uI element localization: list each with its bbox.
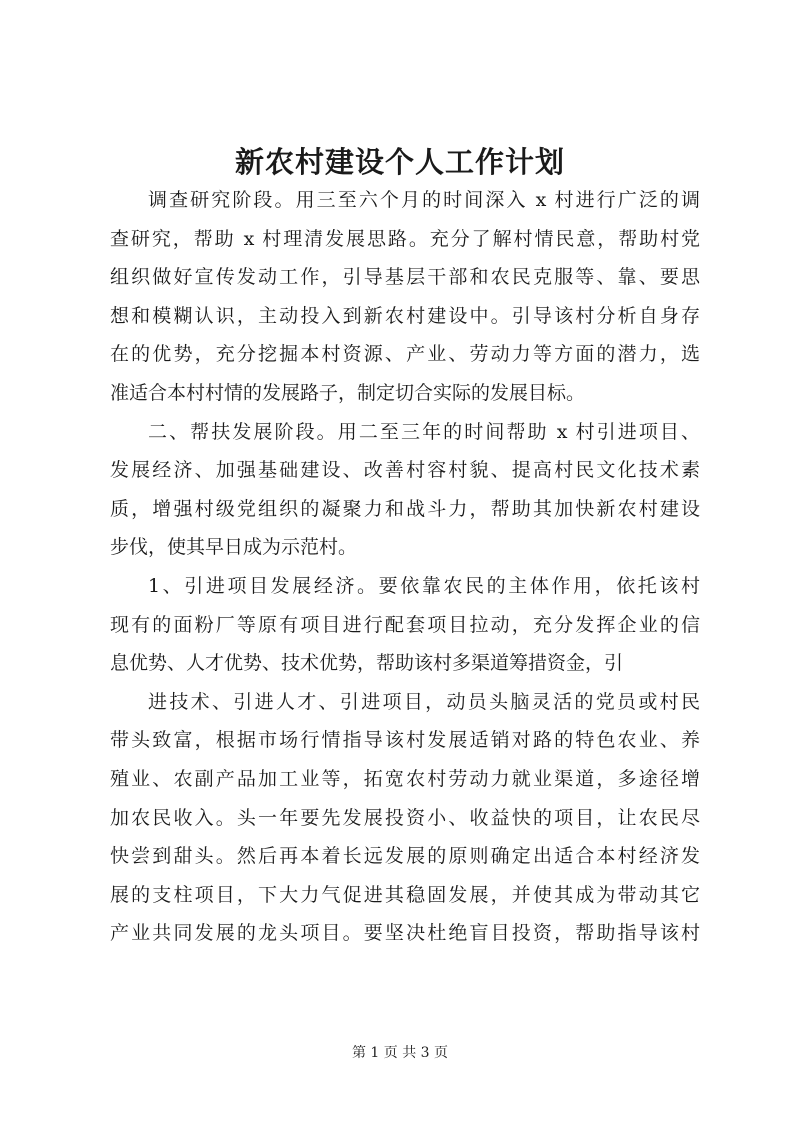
text-line: 发展经济、加强基础建设、改善村容村貌、提高村民文化技术素 (110, 459, 700, 482)
page-footer: 第 1 页 共 3 页 (351, 1045, 449, 1061)
text-line: 步伐，使其早日成为示范村。 (110, 536, 358, 559)
text-line: 殖业、农副产品加工业等，拓宽农村劳动力就业渠道，多途径增 (110, 767, 700, 790)
text-line: 快尝到甜头。然后再本着长远发展的原则确定出适合本村经济发 (110, 845, 700, 868)
text-line: 1、引进项目发展经济。要依靠农民的主体作用，依托该村 (148, 574, 700, 597)
text-line: 调查研究阶段。用三至六个月的时间深入 x 村进行广泛的调 (148, 189, 700, 211)
text-line: 组织做好宣传发动工作，引导基层干部和农民克服等、靠、要思 (110, 266, 700, 289)
text-line: 在的优势，充分挖掘本村资源、产业、劳动力等方面的潜力，选 (110, 343, 700, 366)
text-line: 二、帮扶发展阶段。用二至三年的时间帮助 x 村引进项目、 (148, 420, 700, 443)
text-line: 质，增强村级党组织的凝聚力和战斗力，帮助其加快新农村建设 (110, 497, 700, 520)
text-line: 现有的面粉厂等原有项目进行配套项目拉动，充分发挥企业的信 (110, 613, 700, 636)
text-line: 带头致富，根据市场行情指导该村发展适销对路的特色农业、养 (110, 729, 700, 752)
text-line: 想和模糊认识，主动投入到新农村建设中。引导该村分析自身存 (110, 304, 700, 327)
text-line: 进技术、引进人才、引进项目，动员头脑灵活的党员或村民 (148, 690, 700, 713)
page-title: 新农村建设个人工作计划 (234, 145, 565, 179)
text-line: 息优势、人才优势、技术优势，帮助该村多渠道筹措资金，引 (110, 652, 624, 675)
document-body (110, 182, 700, 954)
text-line: 展的支柱项目，下大力气促进其稳固发展，并使其成为带动其它 (110, 883, 700, 906)
text-line: 加农民收入。头一年要先发展投资小、收益快的项目，让农民尽 (110, 806, 700, 829)
text-line: 产业共同发展的龙头项目。要坚决杜绝盲目投资，帮助指导该村 (110, 922, 700, 945)
text-line: 查研究，帮助 x 村理清发展思路。充分了解村情民意，帮助村党 (110, 227, 700, 250)
text-line: 准适合本村村情的发展路子，制定切合实际的发展目标。 (110, 381, 586, 404)
